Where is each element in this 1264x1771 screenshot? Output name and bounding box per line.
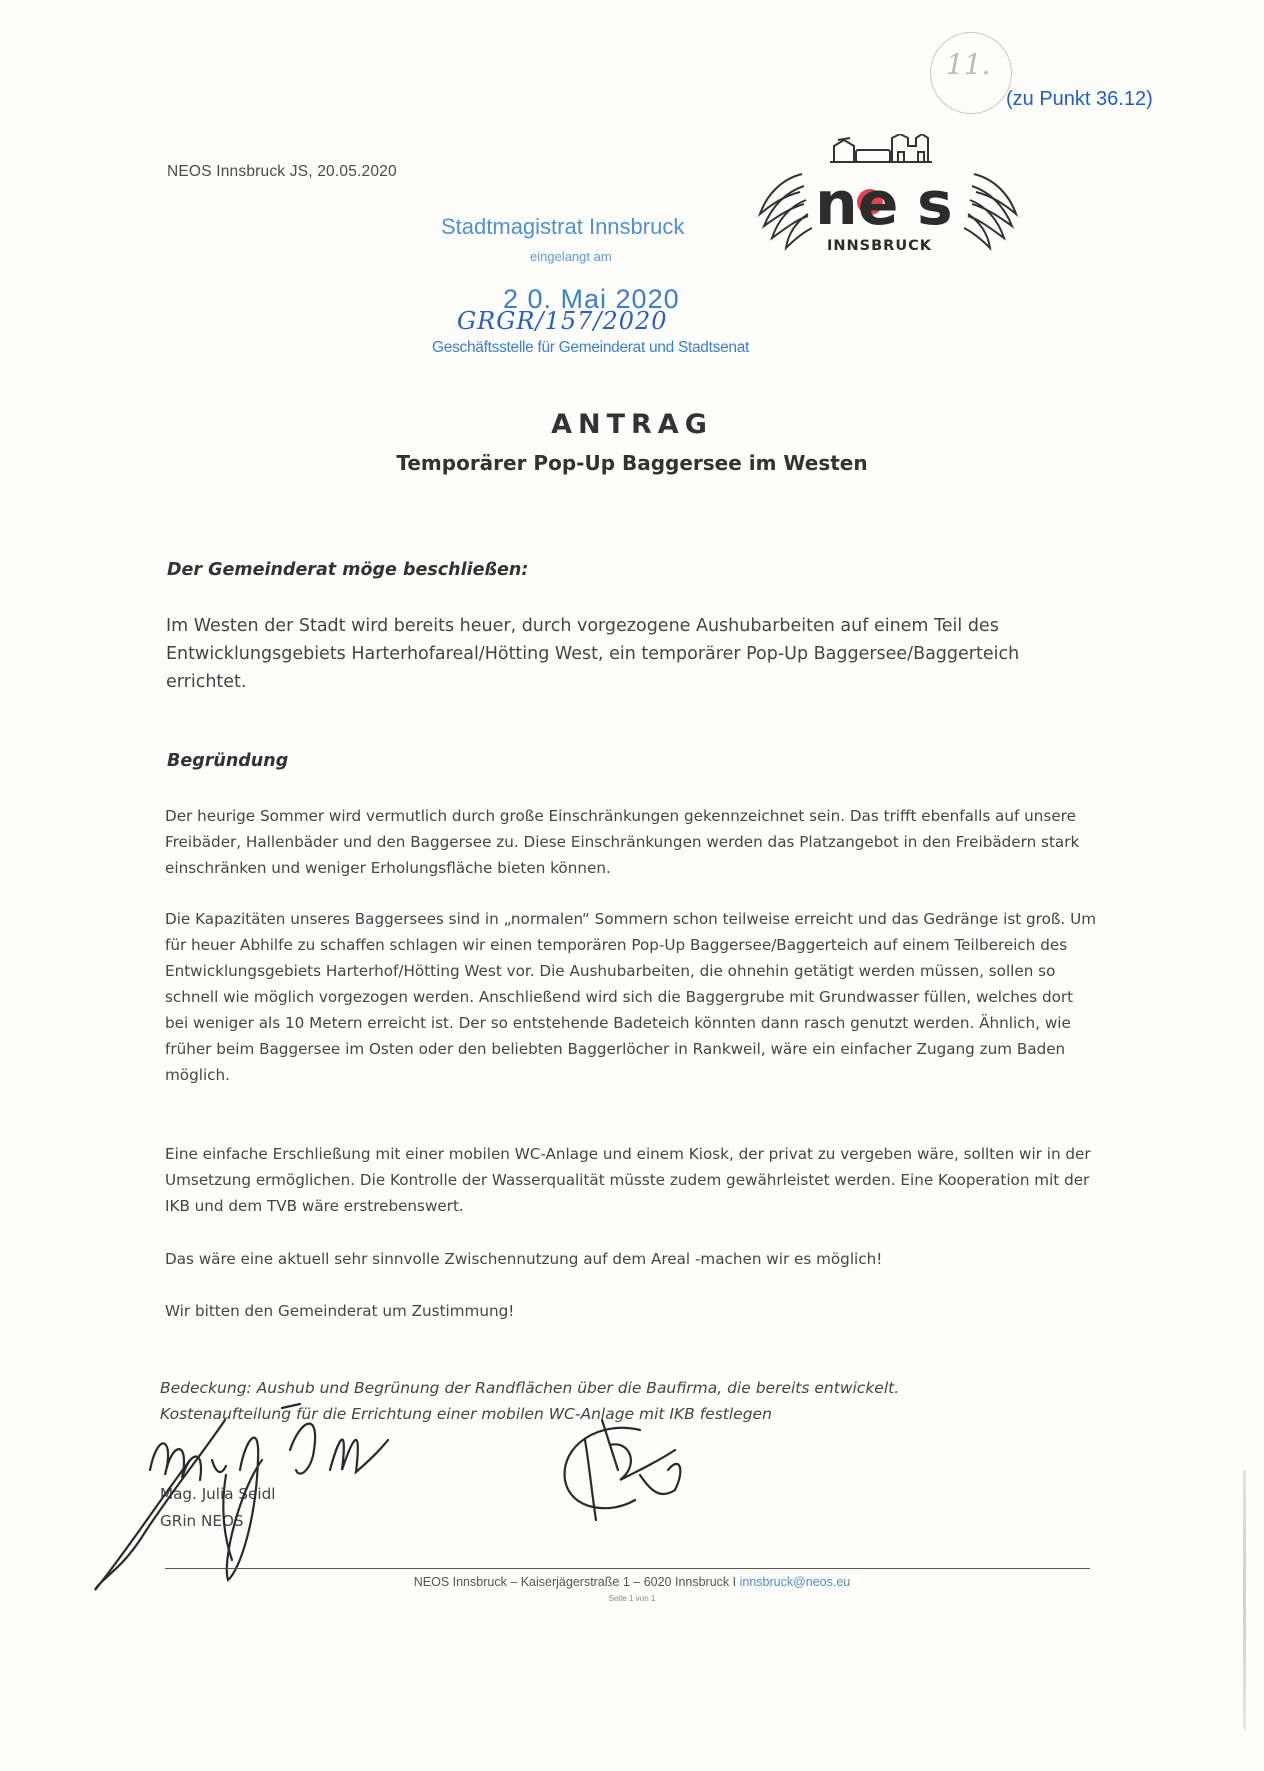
signer-role: GRin NEOS bbox=[160, 1512, 244, 1530]
reason-paragraph-2: Die Kapazitäten unseres Baggersees sind in „normalen“ Sommern schon teilweise erreicht und das Gedränge ist groß. Um für heuer Abhilfe zu schaffen schlagen wir einen temporären Pop-Up Baggersee/Baggerteich auf einem Teilbereich des Entwicklungsgebiets Harterhof/Hötting West vor. Die Aushubarbeiten, die ohnehin getätigt werden müssen, sollen so schnell wie möglich vorgezogen werden. Anschließend wird sich die Baggergrube mit Grundwasser füllen, welches dort bei weniger als 10 Metern erreicht ist. Der so entstehende Badeteich könnten dann rasch genutzt werden. Ähnlich, wie früher beim Baggersee im Osten oder den beliebten Baggerlöcher in Rankweil, wäre ein einfacher Zugang zum Baden möglich. bbox=[165, 910, 1097, 1084]
footer-address-text: NEOS Innsbruck – Kaiserjägerstraße 1 – 6020 Innsbruck I bbox=[413, 1575, 740, 1589]
logo-wordmark-drawing bbox=[815, 168, 965, 238]
logo-subtitle: INNSBRUCK bbox=[827, 238, 932, 254]
left-wing-icon bbox=[760, 174, 812, 248]
footer-address bbox=[0, 1575, 1264, 1589]
document-subtitle: Temporärer Pop-Up Baggersee im Westen bbox=[396, 451, 868, 475]
right-wing-icon bbox=[964, 174, 1016, 248]
coverage-note bbox=[160, 1375, 1120, 1427]
svg-text:ne: ne bbox=[815, 169, 899, 238]
reason-heading: Begründung bbox=[167, 751, 289, 771]
reason-paragraph-1: Der heurige Sommer wird vermutlich durch große Einschränkungen gekennzeichnet sein. Das trifft ebenfalls auf unsere Freibäder, Hallenbäder und den Baggersee zu. Diese Einschränkungen werden das Platzangebot in den Freibädern stark einschränken und weniger Erholungsfläche bieten können. bbox=[165, 807, 1080, 877]
coverage-line-2: Kostenaufteilung für die Errichtung einer mobilen WC-Anlage mit IKB festlegen bbox=[160, 1405, 772, 1423]
skyline-icon bbox=[762, 134, 932, 162]
document-title: ANTRAG bbox=[551, 409, 713, 440]
stamp-title: Stadtmagistrat Innsbruck bbox=[441, 214, 685, 239]
footer-rule bbox=[165, 1568, 1090, 1569]
footer-email-link[interactable]: innsbruck@neos.eu bbox=[739, 1575, 851, 1589]
stamp-handwritten-number: GRGR/157/2020 bbox=[457, 307, 668, 335]
signer-name: Mag. Julia Seidl bbox=[160, 1485, 276, 1503]
svg-text:s: s bbox=[917, 169, 953, 238]
stamp-date: 2 0. Mai 2020 bbox=[503, 284, 680, 314]
sender-date: NEOS Innsbruck JS, 20.05.2020 bbox=[167, 163, 397, 180]
coverage-line-1: Bedeckung: Aushub und Begrünung der Randflächen über die Baufirma, die bereits entwickelt. bbox=[160, 1379, 900, 1397]
motion-text: Im Westen der Stadt wird bereits heuer, durch vorgezogene Aushubarbeiten auf einem Teil des Entwicklungsgebiets Harterhofareal/Hötting West, ein temporärer Pop-Up Baggersee/Baggerteich errichtet. bbox=[166, 616, 1020, 692]
reason-paragraph-4: Das wäre eine aktuell sehr sinnvolle Zwischennutzung auf dem Areal -machen wir es möglich! bbox=[165, 1250, 883, 1268]
footer-page-number: Seite 1 von 1 bbox=[608, 1594, 656, 1603]
motion-heading: Der Gemeinderat möge beschließen: bbox=[167, 560, 529, 580]
stamp-subtitle: eingelangt am bbox=[530, 249, 612, 264]
reference-number: 11. bbox=[946, 48, 991, 81]
reason-paragraph-5: Wir bitten den Gemeinderat um Zustimmung! bbox=[165, 1302, 515, 1320]
signature-right-icon bbox=[565, 1420, 681, 1520]
scan-edge-shadow bbox=[1243, 1470, 1246, 1730]
reference-label: (zu Punkt 36.12) bbox=[1006, 88, 1153, 110]
reason-paragraph-3: Eine einfache Erschließung mit einer mobilen WC-Anlage und einem Kiosk, der privat zu vergeben wäre, sollten wir in der Umsetzung ermöglichen. Die Kontrolle der Wasserqualität müsste zudem gewährleistet werden. Eine Kooperation mit der IKB und dem TVB wäre erstrebenswert. bbox=[165, 1145, 1091, 1215]
stamp-footer: Geschäftsstelle für Gemeinderat und Stadtsenat bbox=[432, 339, 750, 356]
